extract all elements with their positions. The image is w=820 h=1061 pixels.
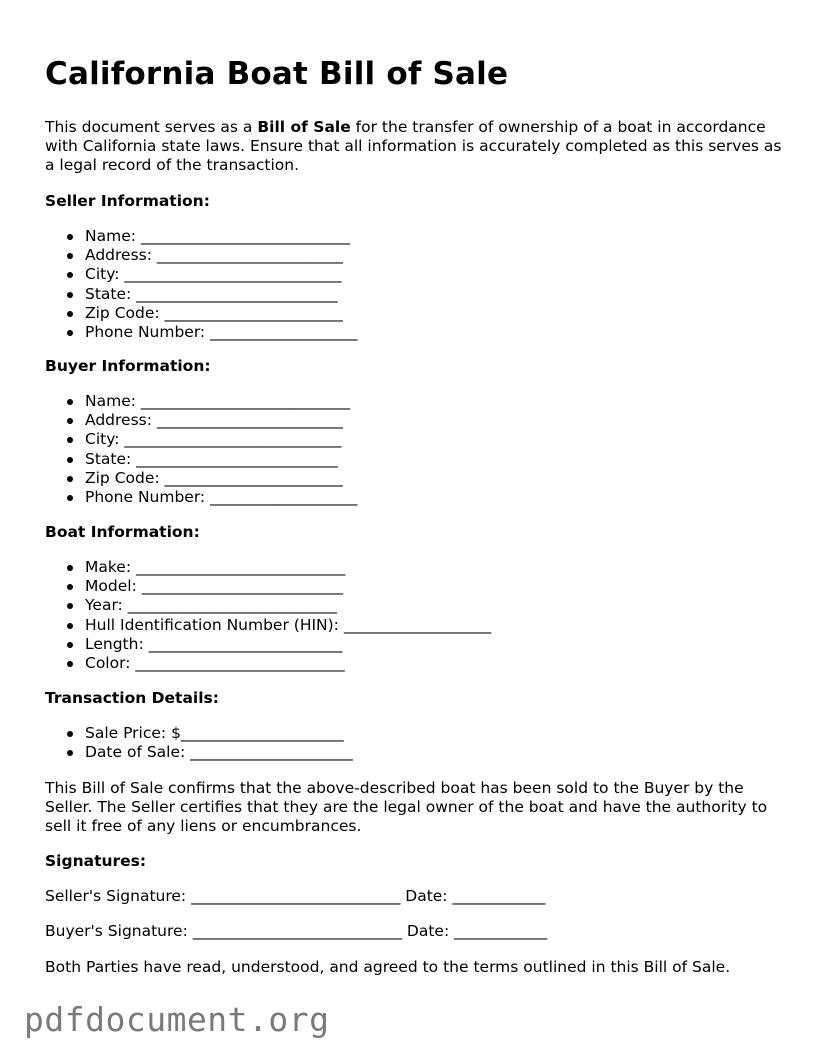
boat-make-field[interactable]: Make: ___________________________ bbox=[45, 558, 491, 577]
buyer-name-field[interactable]: Name: ___________________________ bbox=[45, 392, 357, 411]
transaction-fields bbox=[45, 724, 353, 762]
seller-fields bbox=[45, 227, 357, 342]
boat-year-field[interactable]: Year: ___________________________ bbox=[45, 596, 491, 615]
buyer-zip-field[interactable]: Zip Code: _______________________ bbox=[45, 469, 357, 488]
seller-state-field[interactable]: State: __________________________ bbox=[45, 285, 357, 304]
boat-length-field[interactable]: Length: _________________________ bbox=[45, 635, 491, 654]
transaction-heading: Transaction Details: bbox=[45, 689, 219, 707]
sale-price-field[interactable]: Sale Price: $_____________________ bbox=[45, 724, 353, 743]
buyer-fields bbox=[45, 392, 357, 507]
buyer-phone-field[interactable]: Phone Number: ___________________ bbox=[45, 488, 357, 507]
boat-model-field[interactable]: Model: __________________________ bbox=[45, 577, 491, 596]
agreement-statement: Both Parties have read, understood, and agreed to the terms outlined in this Bill of Sale. bbox=[45, 958, 731, 976]
buyer-address-field[interactable]: Address: ________________________ bbox=[45, 411, 357, 430]
buyer-signature-line[interactable]: Buyer's Signature: ___________________________ Date: ____________ bbox=[45, 922, 548, 940]
seller-city-field[interactable]: City: ____________________________ bbox=[45, 265, 357, 284]
buyer-state-field[interactable]: State: __________________________ bbox=[45, 450, 357, 469]
seller-signature-line[interactable]: Seller's Signature: ___________________________ Date: ____________ bbox=[45, 887, 546, 905]
seller-heading: Seller Information: bbox=[45, 192, 210, 210]
confirmation-paragraph: This Bill of Sale confirms that the above-described boat has been sold to the Buyer by the Seller. The Seller certifies that they are the legal owner of the boat and have the authority to sell it free of any liens or encumbrances. bbox=[45, 779, 768, 835]
boat-heading: Boat Information: bbox=[45, 523, 200, 541]
intro-text-after: for the transfer of ownership of a boat in accordance with California state laws. Ensure that all information is accurately completed as this serves as a legal record of the transaction. bbox=[45, 118, 782, 174]
signatures-heading: Signatures: bbox=[45, 852, 147, 870]
watermark-text: pdfdocument.org bbox=[24, 1000, 330, 1039]
intro-bold-term: Bill of Sale bbox=[257, 118, 351, 136]
seller-zip-field[interactable]: Zip Code: _______________________ bbox=[45, 304, 357, 323]
intro-text-before: This document serves as a bbox=[45, 118, 258, 136]
page-title: California Boat Bill of Sale bbox=[45, 56, 509, 92]
sale-date-field[interactable]: Date of Sale: _____________________ bbox=[45, 743, 353, 762]
boat-color-field[interactable]: Color: ___________________________ bbox=[45, 654, 491, 673]
seller-phone-field[interactable]: Phone Number: ___________________ bbox=[45, 323, 357, 342]
buyer-heading: Buyer Information: bbox=[45, 357, 211, 375]
seller-name-field[interactable]: Name: ___________________________ bbox=[45, 227, 357, 246]
buyer-city-field[interactable]: City: ____________________________ bbox=[45, 430, 357, 449]
seller-address-field[interactable]: Address: ________________________ bbox=[45, 246, 357, 265]
boat-hin-field[interactable]: Hull Identification Number (HIN): ___________________ bbox=[45, 616, 491, 635]
intro-paragraph bbox=[45, 118, 785, 175]
boat-fields bbox=[45, 558, 491, 673]
